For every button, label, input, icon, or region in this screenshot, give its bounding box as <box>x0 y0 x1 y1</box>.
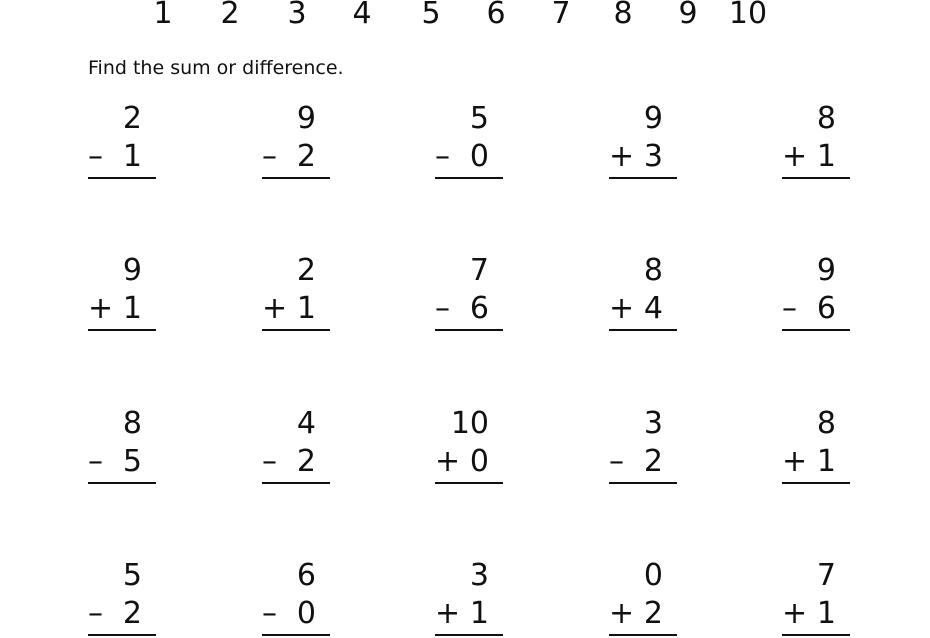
bottom-number: 1 <box>469 596 489 631</box>
bottom-number: 1 <box>122 291 142 326</box>
bottom-number: 0 <box>469 444 489 479</box>
math-problem <box>262 253 330 333</box>
answer-line[interactable] <box>262 482 330 484</box>
top-number: 5 <box>122 558 142 593</box>
answer-line[interactable] <box>782 634 850 636</box>
top-number: 8 <box>643 253 663 288</box>
bottom-number: 1 <box>816 139 836 174</box>
top-number: 8 <box>816 406 836 441</box>
answer-line[interactable] <box>609 177 677 179</box>
bottom-number: 4 <box>643 291 663 326</box>
answer-line[interactable] <box>435 634 503 636</box>
answer-line[interactable] <box>88 177 156 179</box>
math-problem <box>609 406 677 486</box>
answer-line[interactable] <box>435 177 503 179</box>
math-problem <box>782 253 850 333</box>
bottom-number: 3 <box>643 139 663 174</box>
number-line-value: 5 <box>421 0 441 31</box>
math-problem <box>435 101 503 181</box>
top-number: 8 <box>122 406 142 441</box>
top-number: 3 <box>469 558 489 593</box>
math-problem <box>435 558 503 638</box>
math-problem <box>88 253 156 333</box>
answer-line[interactable] <box>435 329 503 331</box>
operand-row <box>88 444 142 480</box>
math-problem <box>88 558 156 638</box>
top-number: 9 <box>296 101 316 136</box>
math-problem <box>609 253 677 333</box>
top-number: 9 <box>643 101 663 136</box>
bottom-number: 0 <box>296 596 316 631</box>
number-line-value: 10 <box>728 0 768 31</box>
bottom-number: 1 <box>296 291 316 326</box>
top-number: 6 <box>296 558 316 593</box>
math-problem <box>435 406 503 486</box>
operator-sign: – <box>88 139 103 174</box>
top-number: 7 <box>469 253 489 288</box>
operator-sign: + <box>782 596 808 631</box>
operand-row <box>88 139 142 175</box>
answer-line[interactable] <box>88 482 156 484</box>
answer-line[interactable] <box>262 634 330 636</box>
top-number: 10 <box>450 406 489 441</box>
operand-row <box>609 291 663 327</box>
operand-row <box>782 139 836 175</box>
math-problem <box>262 101 330 181</box>
top-number: 2 <box>122 101 142 136</box>
top-number: 0 <box>643 558 663 593</box>
operator-sign: + <box>435 596 461 631</box>
operator-sign: + <box>782 444 808 479</box>
bottom-number: 5 <box>122 444 142 479</box>
top-number: 3 <box>643 406 663 441</box>
number-line-value: 1 <box>153 0 173 31</box>
math-problem <box>609 101 677 181</box>
number-line-value: 7 <box>551 0 571 31</box>
operator-sign: – <box>88 596 103 631</box>
operand-row <box>609 444 663 480</box>
top-number: 2 <box>296 253 316 288</box>
operator-sign: – <box>782 291 797 326</box>
operator-sign: + <box>609 139 635 174</box>
bottom-number: 2 <box>296 444 316 479</box>
operator-sign: – <box>262 444 277 479</box>
operand-row <box>262 291 316 327</box>
bottom-number: 6 <box>469 291 489 326</box>
answer-line[interactable] <box>435 482 503 484</box>
answer-line[interactable] <box>609 634 677 636</box>
operand-row <box>782 596 836 632</box>
operator-sign: + <box>262 291 288 326</box>
number-line-value: 8 <box>613 0 633 31</box>
answer-line[interactable] <box>609 482 677 484</box>
answer-line[interactable] <box>609 329 677 331</box>
bottom-number: 2 <box>296 139 316 174</box>
answer-line[interactable] <box>88 634 156 636</box>
math-problem <box>262 406 330 486</box>
math-problem <box>782 558 850 638</box>
answer-line[interactable] <box>262 329 330 331</box>
answer-line[interactable] <box>782 329 850 331</box>
bottom-number: 0 <box>469 139 489 174</box>
answer-line[interactable] <box>88 329 156 331</box>
number-line-value: 4 <box>352 0 372 31</box>
math-problem <box>262 558 330 638</box>
number-line-value: 6 <box>486 0 506 31</box>
operand-row <box>782 291 836 327</box>
operand-row <box>262 139 316 175</box>
top-number: 7 <box>816 558 836 593</box>
bottom-number: 2 <box>643 444 663 479</box>
top-number: 8 <box>816 101 836 136</box>
operator-sign: – <box>435 139 450 174</box>
bottom-number: 2 <box>643 596 663 631</box>
operator-sign: + <box>88 291 114 326</box>
operand-row <box>435 444 489 480</box>
answer-line[interactable] <box>262 177 330 179</box>
operand-row <box>262 596 316 632</box>
top-number: 5 <box>469 101 489 136</box>
answer-line[interactable] <box>782 482 850 484</box>
bottom-number: 1 <box>816 444 836 479</box>
operator-sign: – <box>262 596 277 631</box>
operand-row <box>435 291 489 327</box>
math-problem <box>782 406 850 486</box>
operand-row <box>609 139 663 175</box>
bottom-number: 1 <box>816 596 836 631</box>
operand-row <box>435 139 489 175</box>
operand-row <box>88 291 142 327</box>
number-line-value: 3 <box>287 0 307 31</box>
operator-sign: – <box>88 444 103 479</box>
math-problem <box>782 101 850 181</box>
math-problem <box>609 558 677 638</box>
bottom-number: 6 <box>816 291 836 326</box>
answer-line[interactable] <box>782 177 850 179</box>
top-number: 9 <box>122 253 142 288</box>
operator-sign: – <box>609 444 624 479</box>
operator-sign: – <box>262 139 277 174</box>
operand-row <box>609 596 663 632</box>
operator-sign: + <box>782 139 808 174</box>
number-line-value: 2 <box>220 0 240 31</box>
math-problem <box>88 406 156 486</box>
math-problem <box>88 101 156 181</box>
operator-sign: + <box>609 596 635 631</box>
operator-sign: – <box>435 291 450 326</box>
math-problem <box>435 253 503 333</box>
operator-sign: + <box>435 444 461 479</box>
operand-row <box>88 596 142 632</box>
number-line-value: 9 <box>678 0 698 31</box>
bottom-number: 2 <box>122 596 142 631</box>
top-number: 9 <box>816 253 836 288</box>
operand-row <box>782 444 836 480</box>
instructions: Find the sum or difference. <box>88 57 344 79</box>
operator-sign: + <box>609 291 635 326</box>
bottom-number: 1 <box>122 139 142 174</box>
operand-row <box>262 444 316 480</box>
top-number: 4 <box>296 406 316 441</box>
operand-row <box>435 596 489 632</box>
